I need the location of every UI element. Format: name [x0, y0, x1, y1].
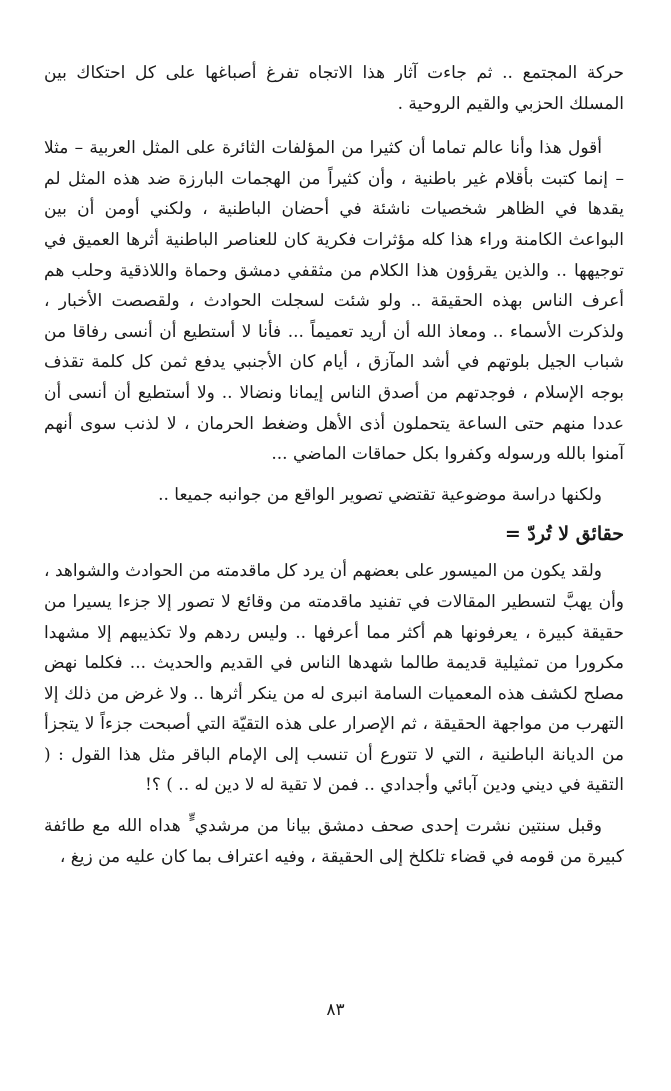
page-body	[44, 58, 624, 872]
paragraph-continuation: حركة المجتمع .. ثم جاءت آثار هذا الاتجاه تفرغ أصباغها على كل احتكاك بين المسلك الحزبي والقيم الروحية .	[44, 63, 624, 114]
page-number: ٨٣	[326, 1000, 345, 1020]
paragraph-objective-study: ولكنها دراسة موضوعية تقتضي تصوير الواقع من جوانبه جميعا ..	[158, 484, 602, 505]
paragraph-rebuttal: ولقد يكون من الميسور على بعضهم أن يرد كل ماقدمته من الحوادث والشواهد ، وأن يهبَّ لتسطير المقالات في تفنيد ماقدمته من وقائع لا تصور إلا جزءا يسيرا من حقيقة كبيرة ، يعرفونها هم أكثر مما أعرفها .. وليس ردهم ولا تكذيبهم إلا مشهدا مكرورا من تمثيلية قديمة طالما شهدها الناس في القديم والحديث ... فكلما نهض مصلح لكشف هذه المعميات السامة انبرى له من ينكر أثرها .. ولا غرض من ذلك إلا التهرب من مواجهة الحقيقة ، ثم الإصرار على هذه التقيّة التي أصبحت جزءاً لا يتجزأ من الديانة الباطنية ، التي لا تتورع أن تنسب إلى الإمام الباقر مثل هذا القول : ( التقية في ديني ودين آبائي وأجدادي .. فمن لا تقية له لا دين له .. ) ؟!	[44, 561, 624, 796]
section-heading: حقائق لا تُردّ =	[504, 523, 624, 546]
paragraph-confession: أقول هذا وأنا عالم تماما أن كثيرا من المؤلفات الثائرة على المثل العربية – مثلا – إنما كتبت بأقلام غير باطنية ، وأن كثيراً من الهجمات البارزة ضد هذه المثل لم يقدها في الظاهر شخصيات ناشئة في أحضان الباطنية ، ولكني أومن أن بين البواعث الكامنة وراء هذا كله مؤثرات فكرية كان للعناصر الباطنية أثرها العميق في توجيهها .. والذين يقرؤون هذا الكلام من مثقفي دمشق وحماة واللاذقية وحلب هم أعرف الناس بهذه الحقيقة .. ولو شئت لسجلت الحوادث ، ولقصصت الأخبار ، ولذكرت الأسماء .. ومعاذ الله أن أريد تعميماً ... فأنا لا أستطيع أن أنسى رفاقا من شباب الجيل بلوتهم في أشد المآزق ، أيام كان الأجنبي يدفع ثمن كل كلمة تقذف بوجه الإسلام ، فوجدتهم من أصدق الناس إيمانا ونضالا .. ولا أستطيع أن أنسى أن عددا منهم حتى الساعة يتحملون أذى الأهل وضغط الحرمان ، لا لذنب سوى أنهم آمنوا بالله ورسوله وكفروا بكل حماقات الماضي ...	[44, 138, 624, 465]
paragraph-statement: وقبل سنتين نشرت إحدى صحف دمشق بيانا من مرشدي ٍّ هداه الله مع طائفة كبيرة من قومه في قضاء تلكلخ إلى الحقيقة ، وفيه اعتراف بما كان عليه من زيغ ،	[44, 816, 624, 867]
